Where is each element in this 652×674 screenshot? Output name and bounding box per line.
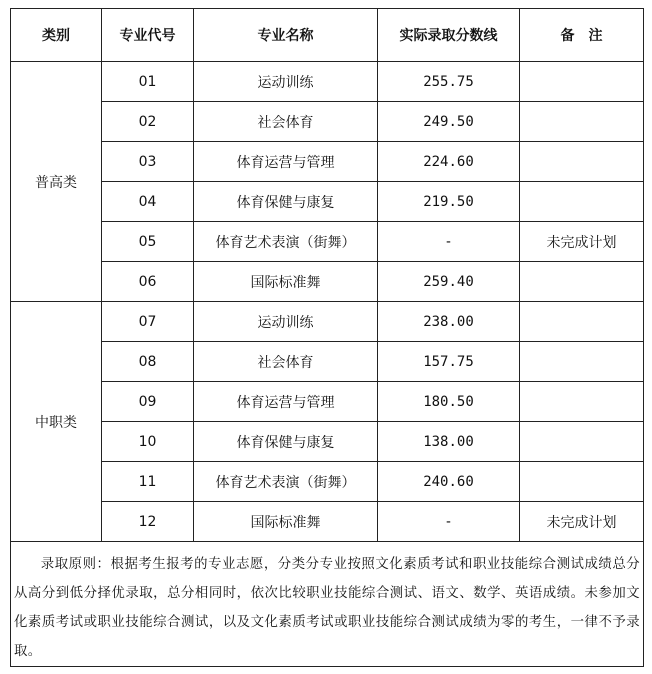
remark-cell [520, 382, 644, 422]
major-code-cell: 05 [102, 222, 194, 262]
score-cell: 249.50 [378, 102, 520, 142]
remark-cell [520, 302, 644, 342]
score-cell: 259.40 [378, 262, 520, 302]
remark-cell: 未完成计划 [520, 222, 644, 262]
header-score: 实际录取分数线 [378, 9, 520, 62]
major-code-cell: 10 [102, 422, 194, 462]
score-cell: 224.60 [378, 142, 520, 182]
major-code-cell: 06 [102, 262, 194, 302]
major-code-cell: 07 [102, 302, 194, 342]
major-code-cell: 11 [102, 462, 194, 502]
score-cell: - [378, 222, 520, 262]
table-row [11, 222, 644, 262]
score-cell: 219.50 [378, 182, 520, 222]
major-name-cell: 社会体育 [194, 342, 378, 382]
table-row [11, 422, 644, 462]
remark-cell [520, 462, 644, 502]
score-cell: 238.00 [378, 302, 520, 342]
major-name-cell: 运动训练 [194, 62, 378, 102]
admission-score-table [10, 8, 644, 667]
note-row [11, 542, 644, 667]
header-remark: 备 注 [520, 9, 644, 62]
major-name-cell: 体育保健与康复 [194, 422, 378, 462]
major-name-cell: 体育艺术表演（街舞） [194, 462, 378, 502]
major-name-cell: 运动训练 [194, 302, 378, 342]
major-name-cell: 体育运营与管理 [194, 142, 378, 182]
major-code-cell: 12 [102, 502, 194, 542]
table-row [11, 62, 644, 102]
major-code-cell: 08 [102, 342, 194, 382]
major-code-cell: 04 [102, 182, 194, 222]
header-category: 类别 [11, 9, 102, 62]
major-name-cell: 体育保健与康复 [194, 182, 378, 222]
score-cell: 157.75 [378, 342, 520, 382]
major-name-cell: 国际标准舞 [194, 502, 378, 542]
remark-cell [520, 62, 644, 102]
major-name-cell: 体育运营与管理 [194, 382, 378, 422]
remark-cell [520, 102, 644, 142]
table-row [11, 102, 644, 142]
major-code-cell: 02 [102, 102, 194, 142]
remark-cell [520, 342, 644, 382]
score-cell: 240.60 [378, 462, 520, 502]
major-code-cell: 01 [102, 62, 194, 102]
remark-cell [520, 422, 644, 462]
remark-cell [520, 142, 644, 182]
major-code-cell: 09 [102, 382, 194, 422]
table-body [11, 62, 644, 667]
score-cell: 138.00 [378, 422, 520, 462]
header-code: 专业代号 [102, 9, 194, 62]
major-name-cell: 社会体育 [194, 102, 378, 142]
major-name-cell: 体育艺术表演（街舞） [194, 222, 378, 262]
table-row [11, 342, 644, 382]
table-row [11, 502, 644, 542]
table-row [11, 142, 644, 182]
major-name-cell: 国际标准舞 [194, 262, 378, 302]
table-row [11, 302, 644, 342]
remark-cell [520, 262, 644, 302]
category-cell: 中职类 [11, 302, 102, 542]
remark-cell [520, 182, 644, 222]
header-name: 专业名称 [194, 9, 378, 62]
remark-cell: 未完成计划 [520, 502, 644, 542]
category-cell: 普高类 [11, 62, 102, 302]
header-row [11, 9, 644, 62]
table-row [11, 182, 644, 222]
score-cell: 180.50 [378, 382, 520, 422]
admission-principle-note [11, 542, 644, 667]
note-text: 录取原则：根据考生报考的专业志愿，分类分专业按照文化素质考试和职业技能综合测试成绩总分从高分到低分择优录取，总分相同时，依次比较职业技能综合测试、语文、数学、英语成绩。未参加文化素质考试或职业技能综合测试，以及文化素质考试或职业技能综合测试成绩为零的考生，一律不予录取。 [14, 557, 640, 659]
score-cell: - [378, 502, 520, 542]
score-cell: 255.75 [378, 62, 520, 102]
table-row [11, 382, 644, 422]
table-row [11, 462, 644, 502]
major-code-cell: 03 [102, 142, 194, 182]
table-row [11, 262, 644, 302]
